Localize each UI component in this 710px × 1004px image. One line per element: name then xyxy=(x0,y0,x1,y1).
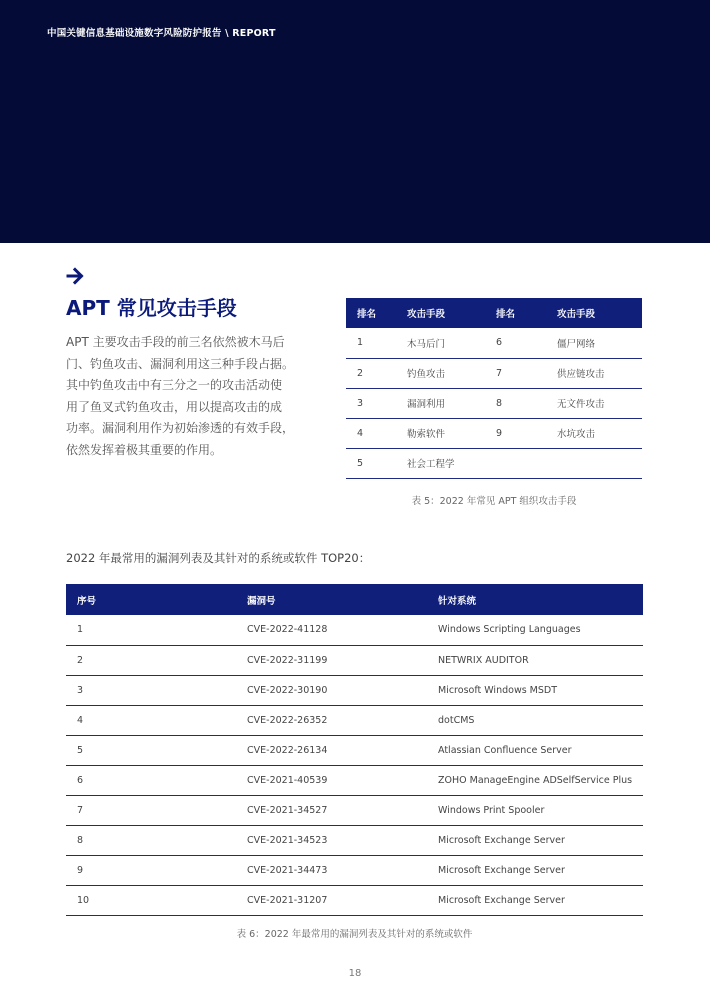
table-cell: Microsoft Windows MSDT xyxy=(427,675,643,705)
table-cell: 9 xyxy=(485,418,546,448)
table-row xyxy=(66,645,643,675)
table-cell xyxy=(485,448,546,478)
table-cell: 4 xyxy=(346,418,396,448)
table-row xyxy=(346,448,642,478)
apt-methods-table xyxy=(346,298,642,479)
hero-banner xyxy=(0,0,710,243)
table-cell: 无文件攻击 xyxy=(546,388,642,418)
table-cell: Microsoft Exchange Server xyxy=(427,825,643,855)
table-cell: CVE-2022-31199 xyxy=(236,645,427,675)
table-row xyxy=(66,705,643,735)
section-title: APT 常见攻击手段 xyxy=(66,296,237,320)
table5-caption: 表 5：2022 年常见 APT 组织攻击手段 xyxy=(411,496,577,507)
report-header-title: 中国关键信息基础设施数字风险防护报告 \ REPORT xyxy=(47,28,276,39)
table-row xyxy=(346,358,642,388)
intro-line: 功率。漏洞利用作为初始渗透的有效手段， xyxy=(66,421,295,435)
table-cell: CVE-2021-34473 xyxy=(236,855,427,885)
table-cell: dotCMS xyxy=(427,705,643,735)
table-cell: 4 xyxy=(66,705,236,735)
table-cell: CVE-2022-26352 xyxy=(236,705,427,735)
table-cell: 供应链攻击 xyxy=(546,358,642,388)
table-cell: 7 xyxy=(66,795,236,825)
table-header-row xyxy=(346,298,642,328)
table-row xyxy=(346,418,642,448)
table-cell: 2 xyxy=(346,358,396,388)
table-cell: 5 xyxy=(346,448,396,478)
table-row xyxy=(66,735,643,765)
table-cell: 3 xyxy=(346,388,396,418)
table-cell: 1 xyxy=(346,328,396,358)
page-number: 18 xyxy=(348,968,362,979)
table-cell: CVE-2022-30190 xyxy=(236,675,427,705)
table-cell: 钓鱼攻击 xyxy=(396,358,485,388)
intro-line: APT 主要攻击手段的前三名依然被木马后 xyxy=(66,335,285,349)
column-header: 针对系统 xyxy=(427,584,643,615)
table-row xyxy=(66,615,643,645)
table-row xyxy=(346,328,642,358)
table-cell: CVE-2021-34527 xyxy=(236,795,427,825)
table-cell: 水坑攻击 xyxy=(546,418,642,448)
table-cell: 6 xyxy=(485,328,546,358)
table-cell: CVE-2022-26134 xyxy=(236,735,427,765)
table-cell: 7 xyxy=(485,358,546,388)
table-cell: 木马后门 xyxy=(396,328,485,358)
column-header: 排名 xyxy=(485,298,546,328)
table-row xyxy=(66,675,643,705)
table-cell: Microsoft Exchange Server xyxy=(427,855,643,885)
table-cell: 社会工程学 xyxy=(396,448,485,478)
table-row xyxy=(346,388,642,418)
column-header: 漏洞号 xyxy=(236,584,427,615)
intro-paragraph xyxy=(66,332,304,461)
table-cell xyxy=(546,448,642,478)
table-cell: 8 xyxy=(66,825,236,855)
table-cell: 5 xyxy=(66,735,236,765)
table-row xyxy=(66,855,643,885)
table-cell: CVE-2021-40539 xyxy=(236,765,427,795)
table-cell: 2 xyxy=(66,645,236,675)
table-cell: 僵尸网络 xyxy=(546,328,642,358)
table-cell: CVE-2021-34523 xyxy=(236,825,427,855)
column-header: 攻击手段 xyxy=(546,298,642,328)
table-cell: 漏洞利用 xyxy=(396,388,485,418)
column-header: 排名 xyxy=(346,298,396,328)
table-cell: 6 xyxy=(66,765,236,795)
table-row xyxy=(66,765,643,795)
table-cell: 10 xyxy=(66,885,236,915)
table-row xyxy=(66,885,643,915)
table-cell: NETWRIX AUDITOR xyxy=(427,645,643,675)
table6-caption: 表 6：2022 年最常用的漏洞列表及其针对的系统或软件 xyxy=(236,929,473,940)
intro-line: 依然发挥着极其重要的作用。 xyxy=(66,442,223,457)
table-cell: 8 xyxy=(485,388,546,418)
table-cell: ZOHO ManageEngine ADSelfService Plus xyxy=(427,765,643,795)
column-header: 攻击手段 xyxy=(396,298,485,328)
table-cell: 1 xyxy=(66,615,236,645)
vuln-list-intro: 2022 年最常用的漏洞列表及其针对的系统或软件 TOP20： xyxy=(66,551,371,565)
table-header-row xyxy=(66,584,643,615)
table-row xyxy=(66,825,643,855)
table-cell: CVE-2021-31207 xyxy=(236,885,427,915)
table-cell: 9 xyxy=(66,855,236,885)
table-cell: Windows Print Spooler xyxy=(427,795,643,825)
column-header: 序号 xyxy=(66,584,236,615)
table-cell: CVE-2022-41128 xyxy=(236,615,427,645)
intro-line: 其中钓鱼攻击中有三分之一的攻击活动使 xyxy=(66,378,283,392)
table-cell: Microsoft Exchange Server xyxy=(427,885,643,915)
table-row xyxy=(66,795,643,825)
table-cell: 3 xyxy=(66,675,236,705)
arrow-right-icon xyxy=(66,266,86,286)
table-cell: Atlassian Confluence Server xyxy=(427,735,643,765)
table-cell: 勒索软件 xyxy=(396,418,485,448)
intro-line: 门、钓鱼攻击、漏洞利用这三种手段占据。 xyxy=(66,356,295,371)
vulnerability-table xyxy=(66,584,643,916)
intro-line: 用了鱼叉式钓鱼攻击，用以提高攻击的成 xyxy=(66,399,283,414)
table-cell: Windows Scripting Languages xyxy=(427,615,643,645)
